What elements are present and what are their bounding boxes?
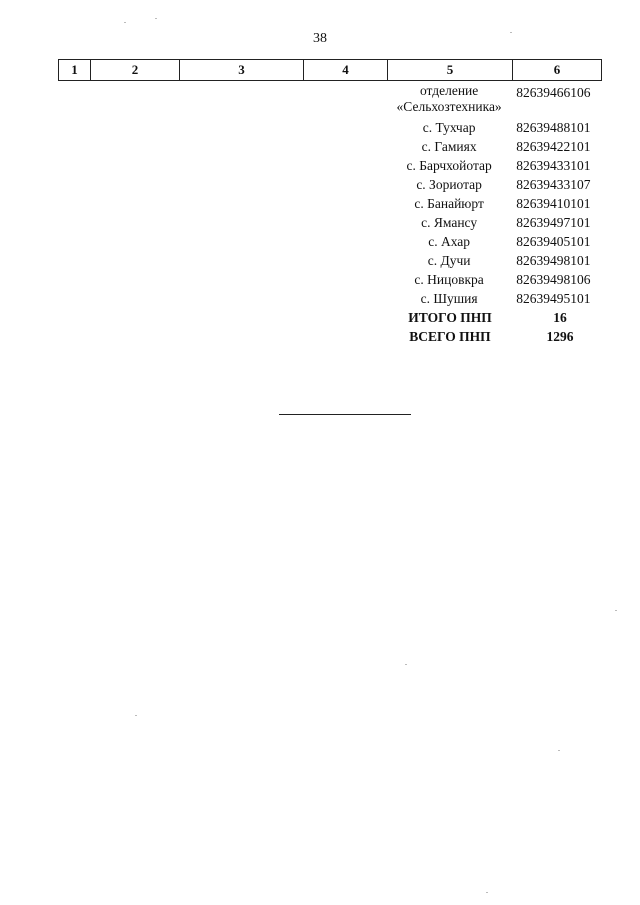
settlement-name: с. Гамиях <box>421 139 477 154</box>
settlement-table-body <box>385 83 605 346</box>
settlement-name: с. Зориотар <box>416 177 482 192</box>
column-header-6: 6 <box>553 62 561 77</box>
table-row <box>385 118 605 137</box>
scan-speck <box>486 892 488 893</box>
settlement-name: с. Дучи <box>427 253 471 268</box>
settlement-code: 82639498101 <box>516 253 591 268</box>
settlement-name: с. Барчхойотар <box>406 158 492 173</box>
table-row <box>385 270 605 289</box>
settlement-code: 82639433101 <box>516 158 591 173</box>
settlement-name: с. Ямансу <box>421 215 478 230</box>
total-label: ВСЕГО ПНП <box>409 329 491 344</box>
table-header-row <box>58 59 602 81</box>
scan-speck <box>510 32 512 33</box>
settlement-code: 82639497101 <box>516 215 591 230</box>
table-row <box>385 175 605 194</box>
settlement-code: 82639488101 <box>516 120 591 135</box>
subtotal-row <box>385 308 605 327</box>
column-header-4: 4 <box>304 60 388 80</box>
table-row <box>385 83 605 115</box>
table-row <box>385 289 605 308</box>
end-of-document-line <box>279 414 411 415</box>
table-row <box>385 213 605 232</box>
total-value: 1296 <box>546 329 574 344</box>
scan-speck <box>615 610 617 611</box>
subtotal-value: 16 <box>553 310 567 325</box>
settlement-code: 82639405101 <box>516 234 591 249</box>
settlement-code: 82639495101 <box>516 291 591 306</box>
scan-speck <box>155 18 157 19</box>
scan-speck <box>405 664 407 665</box>
settlement-name: отделение «Сельхозтехника» <box>396 83 502 114</box>
settlement-code: 82639433107 <box>516 177 591 192</box>
subtotal-label: ИТОГО ПНП <box>408 310 492 325</box>
column-header-1: 1 <box>59 60 91 80</box>
table-row <box>385 194 605 213</box>
settlement-name: с. Банайюрт <box>414 196 484 211</box>
table-row <box>385 137 605 156</box>
settlement-code: 82639410101 <box>516 196 591 211</box>
settlement-name: с. Ахар <box>428 234 471 249</box>
column-header-2: 2 <box>91 60 180 80</box>
table-row <box>385 232 605 251</box>
settlement-name: с. Тухчар <box>422 120 476 135</box>
settlement-code: 82639466106 <box>516 85 591 100</box>
settlement-name: с. Ницовкра <box>414 272 484 287</box>
settlement-code: 82639422101 <box>516 139 591 154</box>
page-number: 38 <box>313 31 327 46</box>
scan-speck <box>124 22 126 23</box>
scan-speck <box>135 715 137 716</box>
column-header-3: 3 <box>180 60 304 80</box>
total-row <box>385 327 605 346</box>
scan-speck <box>558 750 560 751</box>
settlement-name: с. Шушия <box>420 291 478 306</box>
settlement-code: 82639498106 <box>516 272 591 287</box>
table-row <box>385 251 605 270</box>
table-row <box>385 156 605 175</box>
column-header-5: 5 <box>388 60 513 80</box>
